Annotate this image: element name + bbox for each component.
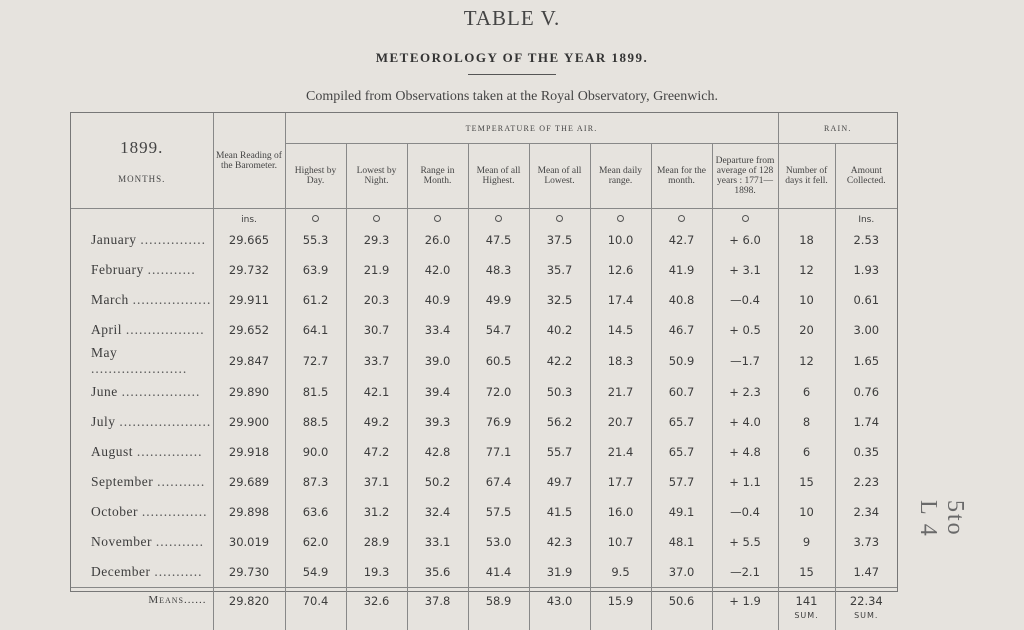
month-cell <box>71 467 213 497</box>
cell-dep: + 0.5 <box>712 315 778 345</box>
cell-mean: 41.9 <box>651 255 712 285</box>
column-header: Mean of all Lowest. <box>529 144 590 209</box>
cell-dep: + 4.0 <box>712 407 778 437</box>
means-value: 141 <box>796 594 818 608</box>
cell-baro: 29.730 <box>213 557 285 588</box>
cell-lo: 42.1 <box>346 377 407 407</box>
month-name: January <box>91 232 136 247</box>
column-header: Amount Collected. <box>835 144 897 209</box>
cell-hi: 63.6 <box>285 497 346 527</box>
cell-lo: 31.2 <box>346 497 407 527</box>
degree-mark <box>468 209 529 226</box>
cell-amt: 1.74 <box>835 407 897 437</box>
table-row <box>71 345 897 377</box>
table-row <box>71 255 897 285</box>
cell-days: 10 <box>778 497 835 527</box>
month-name: May <box>91 345 117 360</box>
means-mdr <box>590 588 651 630</box>
cell-baro: 29.665 <box>213 225 285 255</box>
month-cell <box>71 407 213 437</box>
cell-lo: 28.9 <box>346 527 407 557</box>
cell-range: 33.4 <box>407 315 468 345</box>
handwritten-margin-note: 5to L 4 <box>914 500 968 556</box>
cell-mhi: 67.4 <box>468 467 529 497</box>
cell-baro: 30.019 <box>213 527 285 557</box>
table-row <box>71 527 897 557</box>
means-lo <box>346 588 407 630</box>
degree-icon <box>556 215 563 222</box>
month-cell <box>71 225 213 255</box>
meteorology-table <box>70 112 898 592</box>
table-row <box>71 407 897 437</box>
cell-mlo: 42.3 <box>529 527 590 557</box>
cell-mlo: 56.2 <box>529 407 590 437</box>
cell-dep: + 3.1 <box>712 255 778 285</box>
sum-label: SUM. <box>779 611 835 620</box>
degree-icon <box>742 215 749 222</box>
degree-icon <box>434 215 441 222</box>
cell-amt: 2.34 <box>835 497 897 527</box>
cell-days: 6 <box>778 437 835 467</box>
table-row <box>71 557 897 588</box>
cell-lo: 21.9 <box>346 255 407 285</box>
cell-mean: 60.7 <box>651 377 712 407</box>
cell-baro: 29.898 <box>213 497 285 527</box>
cell-mdr: 20.7 <box>590 407 651 437</box>
cell-days: 9 <box>778 527 835 557</box>
cell-mdr: 21.4 <box>590 437 651 467</box>
cell-dep: —0.4 <box>712 285 778 315</box>
month-cell <box>71 285 213 315</box>
degree-mark <box>407 209 468 226</box>
cell-dep: + 6.0 <box>712 225 778 255</box>
degree-mark <box>285 209 346 226</box>
means-value: 70.4 <box>303 594 329 608</box>
cell-mdr: 18.3 <box>590 345 651 377</box>
cell-mhi: 60.5 <box>468 345 529 377</box>
column-header: Departure from average of 128 years : 1771—1898. <box>712 144 778 209</box>
cell-mdr: 17.7 <box>590 467 651 497</box>
month-name: December <box>91 564 150 579</box>
cell-dep: —1.7 <box>712 345 778 377</box>
cell-mlo: 49.7 <box>529 467 590 497</box>
month-cell <box>71 255 213 285</box>
cell-lo: 37.1 <box>346 467 407 497</box>
cell-amt: 0.61 <box>835 285 897 315</box>
degree-icon <box>678 215 685 222</box>
cell-baro: 29.890 <box>213 377 285 407</box>
degree-mark <box>712 209 778 226</box>
cell-amt: 1.65 <box>835 345 897 377</box>
cell-dep: —0.4 <box>712 497 778 527</box>
month-cell <box>71 557 213 588</box>
table-row <box>71 467 897 497</box>
cell-hi: 90.0 <box>285 437 346 467</box>
means-amt <box>835 588 897 630</box>
cell-mdr: 10.7 <box>590 527 651 557</box>
cell-days: 20 <box>778 315 835 345</box>
cell-baro: 29.900 <box>213 407 285 437</box>
means-baro <box>213 588 285 630</box>
cell-mhi: 76.9 <box>468 407 529 437</box>
cell-mdr: 9.5 <box>590 557 651 588</box>
cell-mdr: 21.7 <box>590 377 651 407</box>
means-value: 37.8 <box>425 594 451 608</box>
degree-mark <box>651 209 712 226</box>
cell-lo: 30.7 <box>346 315 407 345</box>
leader-dots: ............... <box>137 444 203 459</box>
degree-icon <box>617 215 624 222</box>
cell-hi: 62.0 <box>285 527 346 557</box>
cell-dep: —2.1 <box>712 557 778 588</box>
means-hi <box>285 588 346 630</box>
cell-mean: 50.9 <box>651 345 712 377</box>
column-header: Mean of all Highest. <box>468 144 529 209</box>
cell-mlo: 32.5 <box>529 285 590 315</box>
cell-mhi: 48.3 <box>468 255 529 285</box>
cell-mlo: 37.5 <box>529 225 590 255</box>
rain-unit: Ins. <box>835 209 897 226</box>
cell-baro: 29.918 <box>213 437 285 467</box>
cell-mean: 65.7 <box>651 437 712 467</box>
cell-mhi: 57.5 <box>468 497 529 527</box>
month-cell <box>71 377 213 407</box>
cell-mlo: 42.2 <box>529 345 590 377</box>
column-header: Mean daily range. <box>590 144 651 209</box>
degree-mark <box>590 209 651 226</box>
cell-range: 33.1 <box>407 527 468 557</box>
means-row <box>71 588 897 630</box>
cell-mhi: 72.0 <box>468 377 529 407</box>
month-cell <box>71 497 213 527</box>
column-header: Highest by Day. <box>285 144 346 209</box>
cell-mean: 46.7 <box>651 315 712 345</box>
means-mean <box>651 588 712 630</box>
cell-mhi: 49.9 <box>468 285 529 315</box>
leader-dots: ..................... <box>119 414 211 429</box>
cell-mdr: 16.0 <box>590 497 651 527</box>
cell-hi: 87.3 <box>285 467 346 497</box>
cell-mean: 57.7 <box>651 467 712 497</box>
column-header: Number of days it fell. <box>778 144 835 209</box>
cell-amt: 0.35 <box>835 437 897 467</box>
cell-lo: 19.3 <box>346 557 407 588</box>
cell-mean: 42.7 <box>651 225 712 255</box>
cell-amt: 1.93 <box>835 255 897 285</box>
cell-mlo: 40.2 <box>529 315 590 345</box>
means-value: 58.9 <box>486 594 512 608</box>
barometer-unit: ins. <box>213 209 285 226</box>
cell-lo: 20.3 <box>346 285 407 315</box>
degree-icon <box>312 215 319 222</box>
months-header <box>71 113 213 209</box>
cell-mean: 40.8 <box>651 285 712 315</box>
cell-range: 35.6 <box>407 557 468 588</box>
cell-mdr: 12.6 <box>590 255 651 285</box>
cell-dep: + 5.5 <box>712 527 778 557</box>
means-value: 32.6 <box>364 594 390 608</box>
cell-mlo: 31.9 <box>529 557 590 588</box>
leader-dots: ...................... <box>91 361 187 376</box>
means-days <box>778 588 835 630</box>
cell-hi: 61.2 <box>285 285 346 315</box>
leader-dots: ........... <box>157 474 205 489</box>
degree-icon <box>373 215 380 222</box>
cell-range: 40.9 <box>407 285 468 315</box>
cell-mhi: 41.4 <box>468 557 529 588</box>
cell-amt: 1.47 <box>835 557 897 588</box>
cell-dep: + 4.8 <box>712 437 778 467</box>
cell-days: 12 <box>778 255 835 285</box>
leader-dots: ............... <box>142 504 208 519</box>
cell-mean: 65.7 <box>651 407 712 437</box>
cell-hi: 88.5 <box>285 407 346 437</box>
temperature-group-header: TEMPERATURE OF THE AIR. <box>285 113 778 144</box>
cell-days: 15 <box>778 467 835 497</box>
cell-mhi: 77.1 <box>468 437 529 467</box>
leader-dots: .................. <box>133 292 212 307</box>
cell-hi: 63.9 <box>285 255 346 285</box>
degree-mark <box>346 209 407 226</box>
cell-baro: 29.732 <box>213 255 285 285</box>
cell-mlo: 55.7 <box>529 437 590 467</box>
table-subtitle: METEOROLOGY OF THE YEAR 1899. <box>0 50 1024 66</box>
table-body <box>71 209 897 630</box>
means-label: Means...... <box>71 588 213 630</box>
cell-days: 15 <box>778 557 835 588</box>
cell-range: 39.4 <box>407 377 468 407</box>
table-row <box>71 497 897 527</box>
column-header: Range in Month. <box>407 144 468 209</box>
means-range <box>407 588 468 630</box>
cell-range: 42.0 <box>407 255 468 285</box>
table-row <box>71 225 897 255</box>
degree-mark <box>529 209 590 226</box>
cell-mdr: 10.0 <box>590 225 651 255</box>
table-row <box>71 437 897 467</box>
column-header: Mean for the month. <box>651 144 712 209</box>
cell-mlo: 35.7 <box>529 255 590 285</box>
cell-mdr: 17.4 <box>590 285 651 315</box>
cell-mean: 37.0 <box>651 557 712 588</box>
cell-hi: 55.3 <box>285 225 346 255</box>
cell-dep: + 2.3 <box>712 377 778 407</box>
leader-dots: .................. <box>126 322 205 337</box>
month-name: July <box>91 414 116 429</box>
cell-hi: 72.7 <box>285 345 346 377</box>
cell-range: 50.2 <box>407 467 468 497</box>
column-header: Lowest by Night. <box>346 144 407 209</box>
cell-lo: 47.2 <box>346 437 407 467</box>
cell-range: 26.0 <box>407 225 468 255</box>
cell-amt: 2.53 <box>835 225 897 255</box>
month-cell <box>71 315 213 345</box>
cell-mhi: 54.7 <box>468 315 529 345</box>
month-name: September <box>91 474 153 489</box>
cell-amt: 3.73 <box>835 527 897 557</box>
cell-amt: 2.23 <box>835 467 897 497</box>
leader-dots: ........... <box>156 534 204 549</box>
cell-lo: 33.7 <box>346 345 407 377</box>
units-month-cell <box>71 209 213 226</box>
means-value: 29.820 <box>229 594 269 608</box>
cell-days: 8 <box>778 407 835 437</box>
cell-range: 32.4 <box>407 497 468 527</box>
month-name: June <box>91 384 118 399</box>
table-row <box>71 377 897 407</box>
rain-group-header: RAIN. <box>778 113 897 144</box>
units-row <box>71 209 897 226</box>
month-name: April <box>91 322 122 337</box>
sum-label: SUM. <box>836 611 898 620</box>
cell-mean: 48.1 <box>651 527 712 557</box>
means-dep <box>712 588 778 630</box>
cell-hi: 81.5 <box>285 377 346 407</box>
cell-mlo: 41.5 <box>529 497 590 527</box>
means-value: + 1.9 <box>729 594 761 608</box>
month-name: November <box>91 534 152 549</box>
table-title: TABLE V. <box>0 6 1024 31</box>
leader-dots: ........... <box>154 564 202 579</box>
barometer-header: Mean Reading of the Barometer. <box>213 113 285 209</box>
month-cell <box>71 345 213 377</box>
cell-lo: 29.3 <box>346 225 407 255</box>
means-value: 43.0 <box>547 594 573 608</box>
compiled-note: Compiled from Observations taken at the Royal Observatory, Greenwich. <box>0 89 1024 105</box>
month-cell <box>71 437 213 467</box>
cell-hi: 54.9 <box>285 557 346 588</box>
rain-days-unit <box>778 209 835 226</box>
cell-range: 42.8 <box>407 437 468 467</box>
months-label: MONTHS. <box>118 174 165 184</box>
cell-days: 18 <box>778 225 835 255</box>
cell-baro: 29.689 <box>213 467 285 497</box>
table-row <box>71 285 897 315</box>
cell-days: 12 <box>778 345 835 377</box>
cell-baro: 29.652 <box>213 315 285 345</box>
leader-dots: .................. <box>122 384 201 399</box>
cell-baro: 29.847 <box>213 345 285 377</box>
cell-mhi: 47.5 <box>468 225 529 255</box>
month-cell <box>71 527 213 557</box>
means-value: 22.34 <box>850 594 883 608</box>
month-name: August <box>91 444 133 459</box>
month-name: March <box>91 292 129 307</box>
month-name: October <box>91 504 138 519</box>
cell-mdr: 14.5 <box>590 315 651 345</box>
cell-lo: 49.2 <box>346 407 407 437</box>
cell-amt: 3.00 <box>835 315 897 345</box>
means-mlo <box>529 588 590 630</box>
means-mhi <box>468 588 529 630</box>
year-label: 1899. <box>71 138 213 158</box>
title-rule <box>468 74 556 75</box>
table-row <box>71 315 897 345</box>
cell-range: 39.0 <box>407 345 468 377</box>
cell-baro: 29.911 <box>213 285 285 315</box>
cell-mhi: 53.0 <box>468 527 529 557</box>
means-value: 15.9 <box>608 594 634 608</box>
cell-dep: + 1.1 <box>712 467 778 497</box>
leader-dots: ............... <box>140 232 206 247</box>
cell-mlo: 50.3 <box>529 377 590 407</box>
leader-dots: ........... <box>148 262 196 277</box>
cell-days: 10 <box>778 285 835 315</box>
cell-range: 39.3 <box>407 407 468 437</box>
cell-amt: 0.76 <box>835 377 897 407</box>
cell-hi: 64.1 <box>285 315 346 345</box>
degree-icon <box>495 215 502 222</box>
cell-days: 6 <box>778 377 835 407</box>
cell-mean: 49.1 <box>651 497 712 527</box>
month-name: February <box>91 262 144 277</box>
means-value: 50.6 <box>669 594 695 608</box>
